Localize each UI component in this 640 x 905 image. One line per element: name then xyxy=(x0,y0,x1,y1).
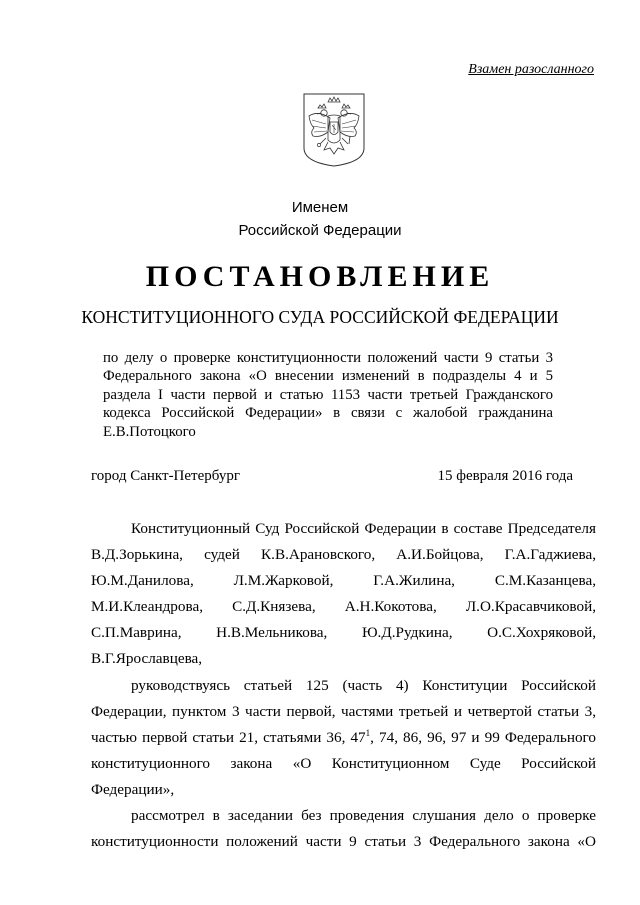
invocation xyxy=(0,196,640,242)
court-name: КОНСТИТУЦИОННОГО СУДА РОССИЙСКОЙ ФЕДЕРАЦИИ xyxy=(81,307,559,327)
body-line: рассмотрел в заседании без проведения слушания дело о проверке xyxy=(131,807,596,825)
body-line-with-superscript xyxy=(91,725,596,751)
date: 15 февраля 2016 года xyxy=(437,468,573,484)
case-subject-line: по делу о проверке конституционности положений части 9 статьи 3 xyxy=(103,350,553,366)
body-line: Ю.М.Данилова, Л.М.Жарковой, Г.А.Жилина, С.М.Казанцева, xyxy=(91,572,596,590)
body-line: С.П.Маврина, Н.В.Мельникова, Ю.Д.Рудкина, О.С.Хохряковой, xyxy=(91,624,596,642)
case-subject-line: кодекса Российской Федерации» в связи с жалобой гражданина xyxy=(103,405,553,422)
body-line: Федерации, пунктом 3 части первой, частями третьей и четвертой статьи 3, xyxy=(91,702,596,720)
decision-body xyxy=(91,516,596,855)
case-subject-line: раздела I части первой и статью 1153 части третьей Гражданского xyxy=(103,386,553,403)
body-line: М.И.Клеандрова, С.Д.Князева, А.Н.Кокотова, Л.О.Красавчиковой, xyxy=(91,598,596,616)
place-date-row xyxy=(91,466,573,486)
body-line-part: частью первой статьи 21, статьями 36, 47 xyxy=(91,728,366,746)
body-line: Конституционный Суд Российской Федерации в составе Председателя xyxy=(131,520,596,537)
place: город Санкт-Петербург xyxy=(91,468,240,484)
body-line: конституционности положений части 9 статьи 3 Федерального закона «О xyxy=(91,833,596,851)
case-subject-line: Е.В.Потоцкого xyxy=(103,423,196,440)
body-line-part: , 74, 86, 96, 97 и 99 Федерального xyxy=(370,728,596,746)
case-subject-line: Федерального закона «О внесении изменений в подразделы 4 и 5 xyxy=(103,368,553,385)
body-line: В.Д.Зорькина, судей К.В.Арановского, А.И.Бойцова, Г.А.Гаджиева, xyxy=(91,546,596,564)
body-line: В.Г.Ярославцева, xyxy=(91,650,203,668)
body-line: Федерации», xyxy=(91,780,175,798)
document-title: ПОСТАНОВЛЕНИЕ xyxy=(145,260,495,293)
superscript: 1 xyxy=(365,727,371,738)
russian-coat-of-arms-icon xyxy=(300,92,368,168)
stamp-note: Взамен разосланного xyxy=(468,62,594,77)
case-subject xyxy=(103,349,553,441)
invocation-line-1: Именем xyxy=(291,199,349,216)
body-line: конституционного закона «О Конституционном Суде Российской xyxy=(91,754,596,772)
body-line: руководствуясь статьей 125 (часть 4) Конституции Российской xyxy=(131,676,596,694)
invocation-line-2: Российской Федерации xyxy=(238,222,402,239)
